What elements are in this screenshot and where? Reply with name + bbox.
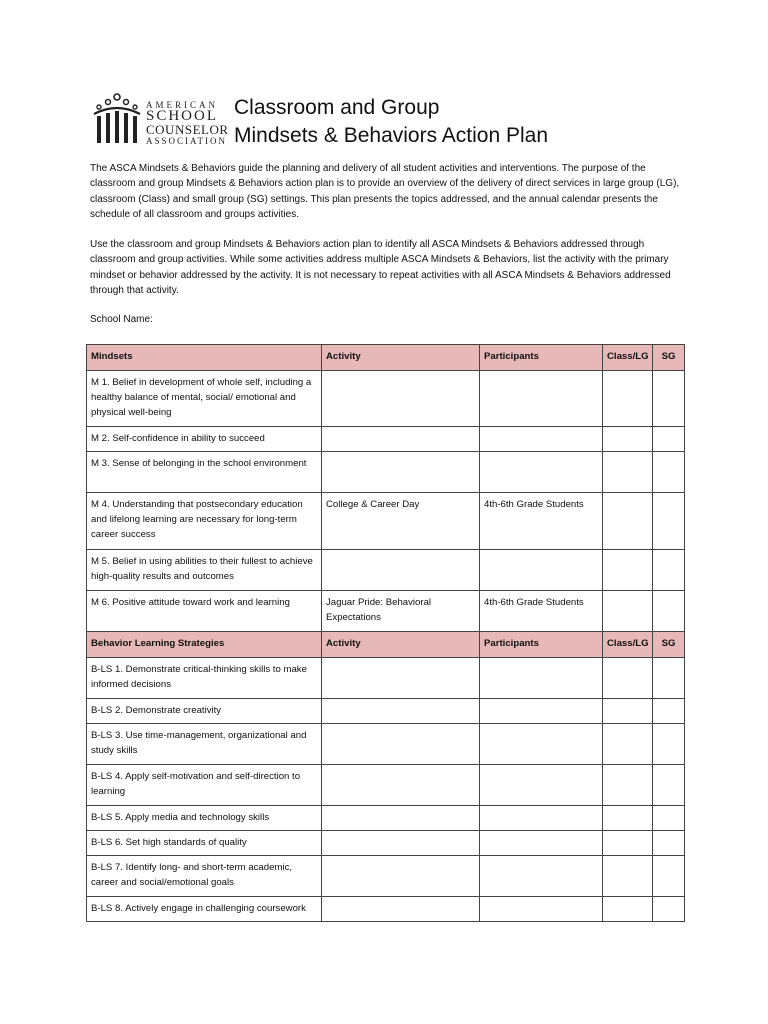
- behavior-item: B-LS 1. Demonstrate critical-thinking skills to make informed decisions: [87, 658, 322, 699]
- sg-cell: [653, 699, 685, 724]
- class-lg-cell: [603, 806, 653, 831]
- sg-cell: [653, 658, 685, 699]
- sg-cell: [653, 831, 685, 856]
- table-row: [87, 699, 685, 724]
- participants-cell: 4th-6th Grade Students: [480, 591, 603, 632]
- participants-cell: [480, 831, 603, 856]
- sg-cell: [653, 371, 685, 427]
- participants-cell: [480, 856, 603, 897]
- activity-cell: [322, 427, 480, 452]
- behaviors-header-row: [87, 632, 685, 658]
- class-lg-cell: [603, 897, 653, 922]
- class-lg-cell: [603, 831, 653, 856]
- participants-cell: [480, 765, 603, 806]
- activity-cell: [322, 699, 480, 724]
- mindset-item: M 4. Understanding that postsecondary education and lifelong learning are necessary for long-term career success: [87, 493, 322, 550]
- page-title: [234, 94, 548, 150]
- activity-cell: [322, 550, 480, 591]
- sg-cell: [653, 493, 685, 550]
- header-class-lg: Class/LG: [603, 632, 653, 658]
- activity-cell: College & Career Day: [322, 493, 480, 550]
- participants-cell: [480, 371, 603, 427]
- header-sg: SG: [653, 345, 685, 371]
- participants-cell: [480, 897, 603, 922]
- behavior-item: B-LS 2. Demonstrate creativity: [87, 699, 322, 724]
- mindset-item: M 5. Belief in using abilities to their fullest to achieve high-quality results and outcomes: [87, 550, 322, 591]
- logo-text-line: AMERICAN: [146, 100, 219, 110]
- document-header: [90, 92, 690, 152]
- behavior-item: B-LS 5. Apply media and technology skills: [87, 806, 322, 831]
- activity-cell: [322, 658, 480, 699]
- class-lg-cell: [603, 856, 653, 897]
- header-mindsets: Mindsets: [87, 345, 322, 371]
- participants-cell: [480, 724, 603, 765]
- mindsets-header-row: [87, 345, 685, 371]
- title-line-1: Classroom and Group: [234, 96, 440, 119]
- table-row: [87, 371, 685, 427]
- participants-cell: [480, 699, 603, 724]
- behavior-item: B-LS 4. Apply self-motivation and self-direction to learning: [87, 765, 322, 806]
- activity-cell: [322, 724, 480, 765]
- behavior-item: B-LS 7. Identify long- and short-term academic, career and social/emotional goals: [87, 856, 322, 897]
- logo-text-line: COUNSELOR: [146, 122, 229, 137]
- class-lg-cell: [603, 452, 653, 493]
- table-row: [87, 658, 685, 699]
- sg-cell: [653, 897, 685, 922]
- table-row: [87, 427, 685, 452]
- title-line-2: Mindsets & Behaviors Action Plan: [234, 124, 548, 147]
- activity-cell: [322, 765, 480, 806]
- sg-cell: [653, 591, 685, 632]
- activity-cell: Jaguar Pride: Behavioral Expectations: [322, 591, 480, 632]
- action-plan-table: [86, 344, 685, 922]
- activity-cell: [322, 452, 480, 493]
- class-lg-cell: [603, 493, 653, 550]
- table-row: [87, 897, 685, 922]
- participants-cell: [480, 658, 603, 699]
- header-activity: Activity: [322, 345, 480, 371]
- sg-cell: [653, 856, 685, 897]
- class-lg-cell: [603, 591, 653, 632]
- header-behavior-learning-strategies: Behavior Learning Strategies: [87, 632, 322, 658]
- school-name-label: School Name:: [90, 314, 153, 325]
- activity-cell: [322, 897, 480, 922]
- mindset-item: M 3. Sense of belonging in the school environment: [87, 452, 322, 493]
- header-activity: Activity: [322, 632, 480, 658]
- sg-cell: [653, 427, 685, 452]
- sg-cell: [653, 765, 685, 806]
- header-participants: Participants: [480, 632, 603, 658]
- table-row: [87, 856, 685, 897]
- class-lg-cell: [603, 699, 653, 724]
- class-lg-cell: [603, 371, 653, 427]
- participants-cell: [480, 427, 603, 452]
- sg-cell: [653, 550, 685, 591]
- table-row: [87, 765, 685, 806]
- asca-logo-wordmark: [146, 100, 229, 146]
- sg-cell: [653, 724, 685, 765]
- behavior-item: B-LS 3. Use time-management, organizational and study skills: [87, 724, 322, 765]
- participants-cell: [480, 550, 603, 591]
- activity-cell: [322, 831, 480, 856]
- sg-cell: [653, 452, 685, 493]
- activity-cell: [322, 371, 480, 427]
- class-lg-cell: [603, 724, 653, 765]
- mindset-item: M 1. Belief in development of whole self, including a healthy balance of mental, social/ emotional and physical well-being: [87, 371, 322, 427]
- class-lg-cell: [603, 550, 653, 591]
- table-row: [87, 550, 685, 591]
- asca-logo-icon: [90, 92, 144, 146]
- header-participants: Participants: [480, 345, 603, 371]
- sg-cell: [653, 806, 685, 831]
- participants-cell: [480, 806, 603, 831]
- participants-cell: 4th-6th Grade Students: [480, 493, 603, 550]
- class-lg-cell: [603, 658, 653, 699]
- intro-paragraph-1: The ASCA Mindsets & Behaviors guide the planning and delivery of all student activities and interventions. The purpose of the classroom and group Mindsets & Behaviors action plan is to provide an overview of the delivery of direct services in large group (LG), classroom (Class) and small group (SG) settings. This plan presents the topics addressed, and the annual calendar presents the schedule of all classroom and groups activities.: [90, 163, 680, 220]
- behavior-item: B-LS 8. Actively engage in challenging coursework: [87, 897, 322, 922]
- class-lg-cell: [603, 427, 653, 452]
- mindset-item: M 2. Self-confidence in ability to succeed: [87, 427, 322, 452]
- header-sg: SG: [653, 632, 685, 658]
- table-row: [87, 493, 685, 550]
- logo-text-line: SCHOOL: [146, 108, 219, 124]
- mindset-item: M 6. Positive attitude toward work and learning: [87, 591, 322, 632]
- header-class-lg: Class/LG: [603, 345, 653, 371]
- behavior-item: B-LS 6. Set high standards of quality: [87, 831, 322, 856]
- table-row: [87, 724, 685, 765]
- table-row: [87, 831, 685, 856]
- activity-cell: [322, 856, 480, 897]
- activity-cell: [322, 806, 480, 831]
- table-row: [87, 806, 685, 831]
- logo-text-line: ASSOCIATION: [146, 136, 228, 146]
- table-row: [87, 452, 685, 493]
- asca-logo: [90, 92, 230, 148]
- table-row: [87, 591, 685, 632]
- intro-paragraph-2: Use the classroom and group Mindsets & Behaviors action plan to identify all ASCA Mindsets & Behaviors addressed through classroom and group activities. While some activities address multiple ASCA Mindsets & Behaviors, list the activity with the primary mindset or behavior addressed by the activity. It is not necessary to repeat activities with all ASCA Mindsets & Behaviors addressed through that activity.: [90, 239, 671, 296]
- class-lg-cell: [603, 765, 653, 806]
- participants-cell: [480, 452, 603, 493]
